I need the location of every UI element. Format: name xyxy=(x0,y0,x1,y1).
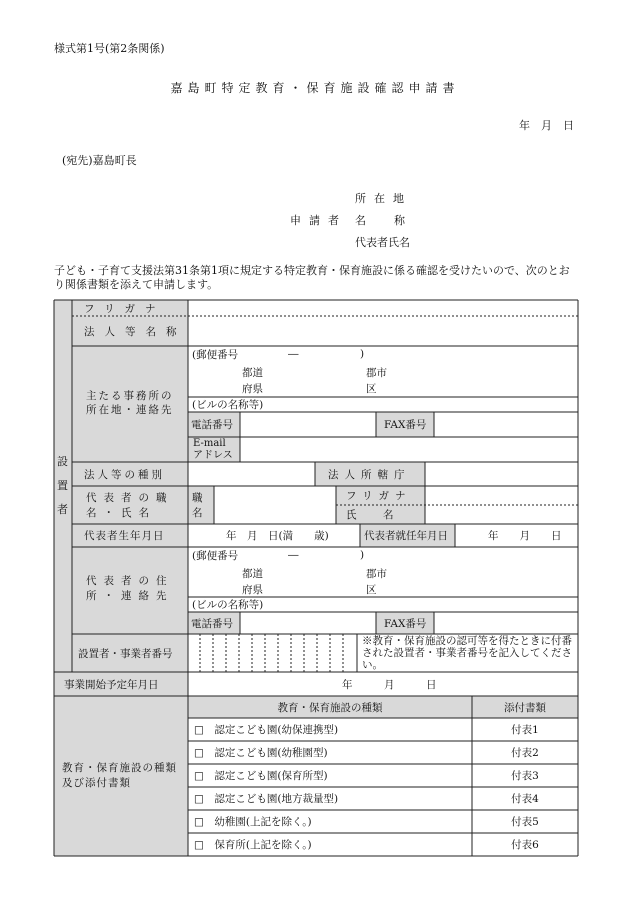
office-fax-label: FAX番号 xyxy=(384,419,427,431)
facility-row-5-attach: 付表5 xyxy=(511,816,539,828)
rep-building-label: (ビルの名称等) xyxy=(192,599,264,611)
rep-furigana-label: フリガナ xyxy=(346,490,412,502)
office-postal-label: (郵便番号 xyxy=(192,348,239,361)
rep-address-label: 代表者の住所・連絡先 xyxy=(86,575,174,602)
rep-phone-label: 電話番号 xyxy=(191,617,233,630)
office-label: 主たる事務所の所在地・連絡先 xyxy=(86,390,174,416)
office-building-label: (ビルの名称等) xyxy=(192,399,264,411)
rep-pref1: 都道 xyxy=(242,567,263,580)
facility-row-2-label[interactable]: □ 認定こども園(幼稚園型) xyxy=(194,747,328,759)
rep-fax-label: FAX番号 xyxy=(384,617,427,630)
date-line: 年 月 日 xyxy=(519,119,574,132)
corp-name-label: 法人等名称 xyxy=(84,325,187,338)
facility-row-3-attach: 付表3 xyxy=(511,770,539,782)
office-city1: 郡市 xyxy=(366,366,387,379)
facility-type-header: 教育・保育施設の種類 xyxy=(277,701,383,714)
facility-row-1-label[interactable]: □ 認定こども園(幼保連携型) xyxy=(194,724,339,736)
office-postal-close: ) xyxy=(360,348,365,360)
rep-start-label: 代表者就任年月日 xyxy=(364,530,448,542)
rep-start-value: 年 月 日 xyxy=(488,530,562,542)
rep-birth-label: 代表者生年月日 xyxy=(84,530,165,542)
office-phone-label: 電話番号 xyxy=(191,419,233,431)
start-date-label: 事業開始予定年月日 xyxy=(64,678,159,691)
facility-section-label: 教育・保育施設の種類及び添付書類 xyxy=(62,762,177,789)
applicant-location-label: 所在地 xyxy=(355,192,412,205)
applicant-representative-label: 代表者氏名 xyxy=(355,236,410,249)
operator-no-label: 設置者・事業者番号 xyxy=(78,647,173,660)
rep-postal-label: (郵便番号 xyxy=(192,549,239,562)
intro-text: 子ども・子育て支援法第31条第1項に規定する特定教育・保育施設に係る確認を受けたいので、次のとおり関係書類を添えて申請します。 xyxy=(54,264,570,291)
rep-shimei-label: 氏 名 xyxy=(346,509,402,521)
facility-row-5-label[interactable]: □ 幼稚園(上記を除く。) xyxy=(194,816,312,828)
document-title: 嘉島町特定教育・保育施設確認申請書 xyxy=(170,81,460,95)
rep-name-label: 代表者の職名・氏名 xyxy=(86,492,174,519)
office-pref2: 府県 xyxy=(242,382,263,395)
start-date-value: 年 月 日 xyxy=(342,678,437,691)
job-title-label: 職名 xyxy=(192,492,203,519)
section-setchisha-label: 設置者 xyxy=(57,455,68,516)
rep-city1: 郡市 xyxy=(366,567,387,580)
facility-row-6-label[interactable]: □ 保育所(上記を除く。) xyxy=(194,839,312,851)
facility-row-2-attach: 付表2 xyxy=(511,747,539,759)
rep-city2: 区 xyxy=(366,583,377,596)
attach-header: 添付書類 xyxy=(504,701,546,714)
operator-no-note: ※教育・保育施設の認可等を得たときに付番された設置者・事業者番号を記入してください。 xyxy=(362,635,572,671)
rep-birth-value: 年 月 日(満 歳) xyxy=(226,530,329,542)
rep-postal-close: ) xyxy=(360,549,365,561)
office-city2: 区 xyxy=(366,382,377,395)
applicant-label: 申請者 xyxy=(290,214,347,227)
office-pref1: 都道 xyxy=(242,366,263,379)
addressee: (宛先)嘉島町長 xyxy=(62,154,137,167)
facility-row-6-attach: 付表6 xyxy=(511,839,539,851)
form-id: 様式第1号(第2条関係) xyxy=(54,42,165,55)
corp-jurisdiction-label: 法人所轄庁 xyxy=(328,468,411,481)
facility-row-4-label[interactable]: □ 認定こども園(地方裁量型) xyxy=(194,793,339,805)
office-email-label: E-mail アドレス xyxy=(193,438,233,461)
applicant-name-label: 名 称 xyxy=(355,214,407,227)
corp-type-label: 法人等の種別 xyxy=(84,468,165,481)
facility-row-4-attach: 付表4 xyxy=(511,793,539,805)
furigana-label: フリガナ xyxy=(84,302,166,315)
office-postal-dash: ― xyxy=(288,348,299,360)
facility-row-1-attach: 付表1 xyxy=(511,724,539,736)
rep-postal-dash: ― xyxy=(288,549,299,561)
rep-pref2: 府県 xyxy=(242,583,263,596)
facility-row-3-label[interactable]: □ 認定こども園(保育所型) xyxy=(194,770,328,782)
